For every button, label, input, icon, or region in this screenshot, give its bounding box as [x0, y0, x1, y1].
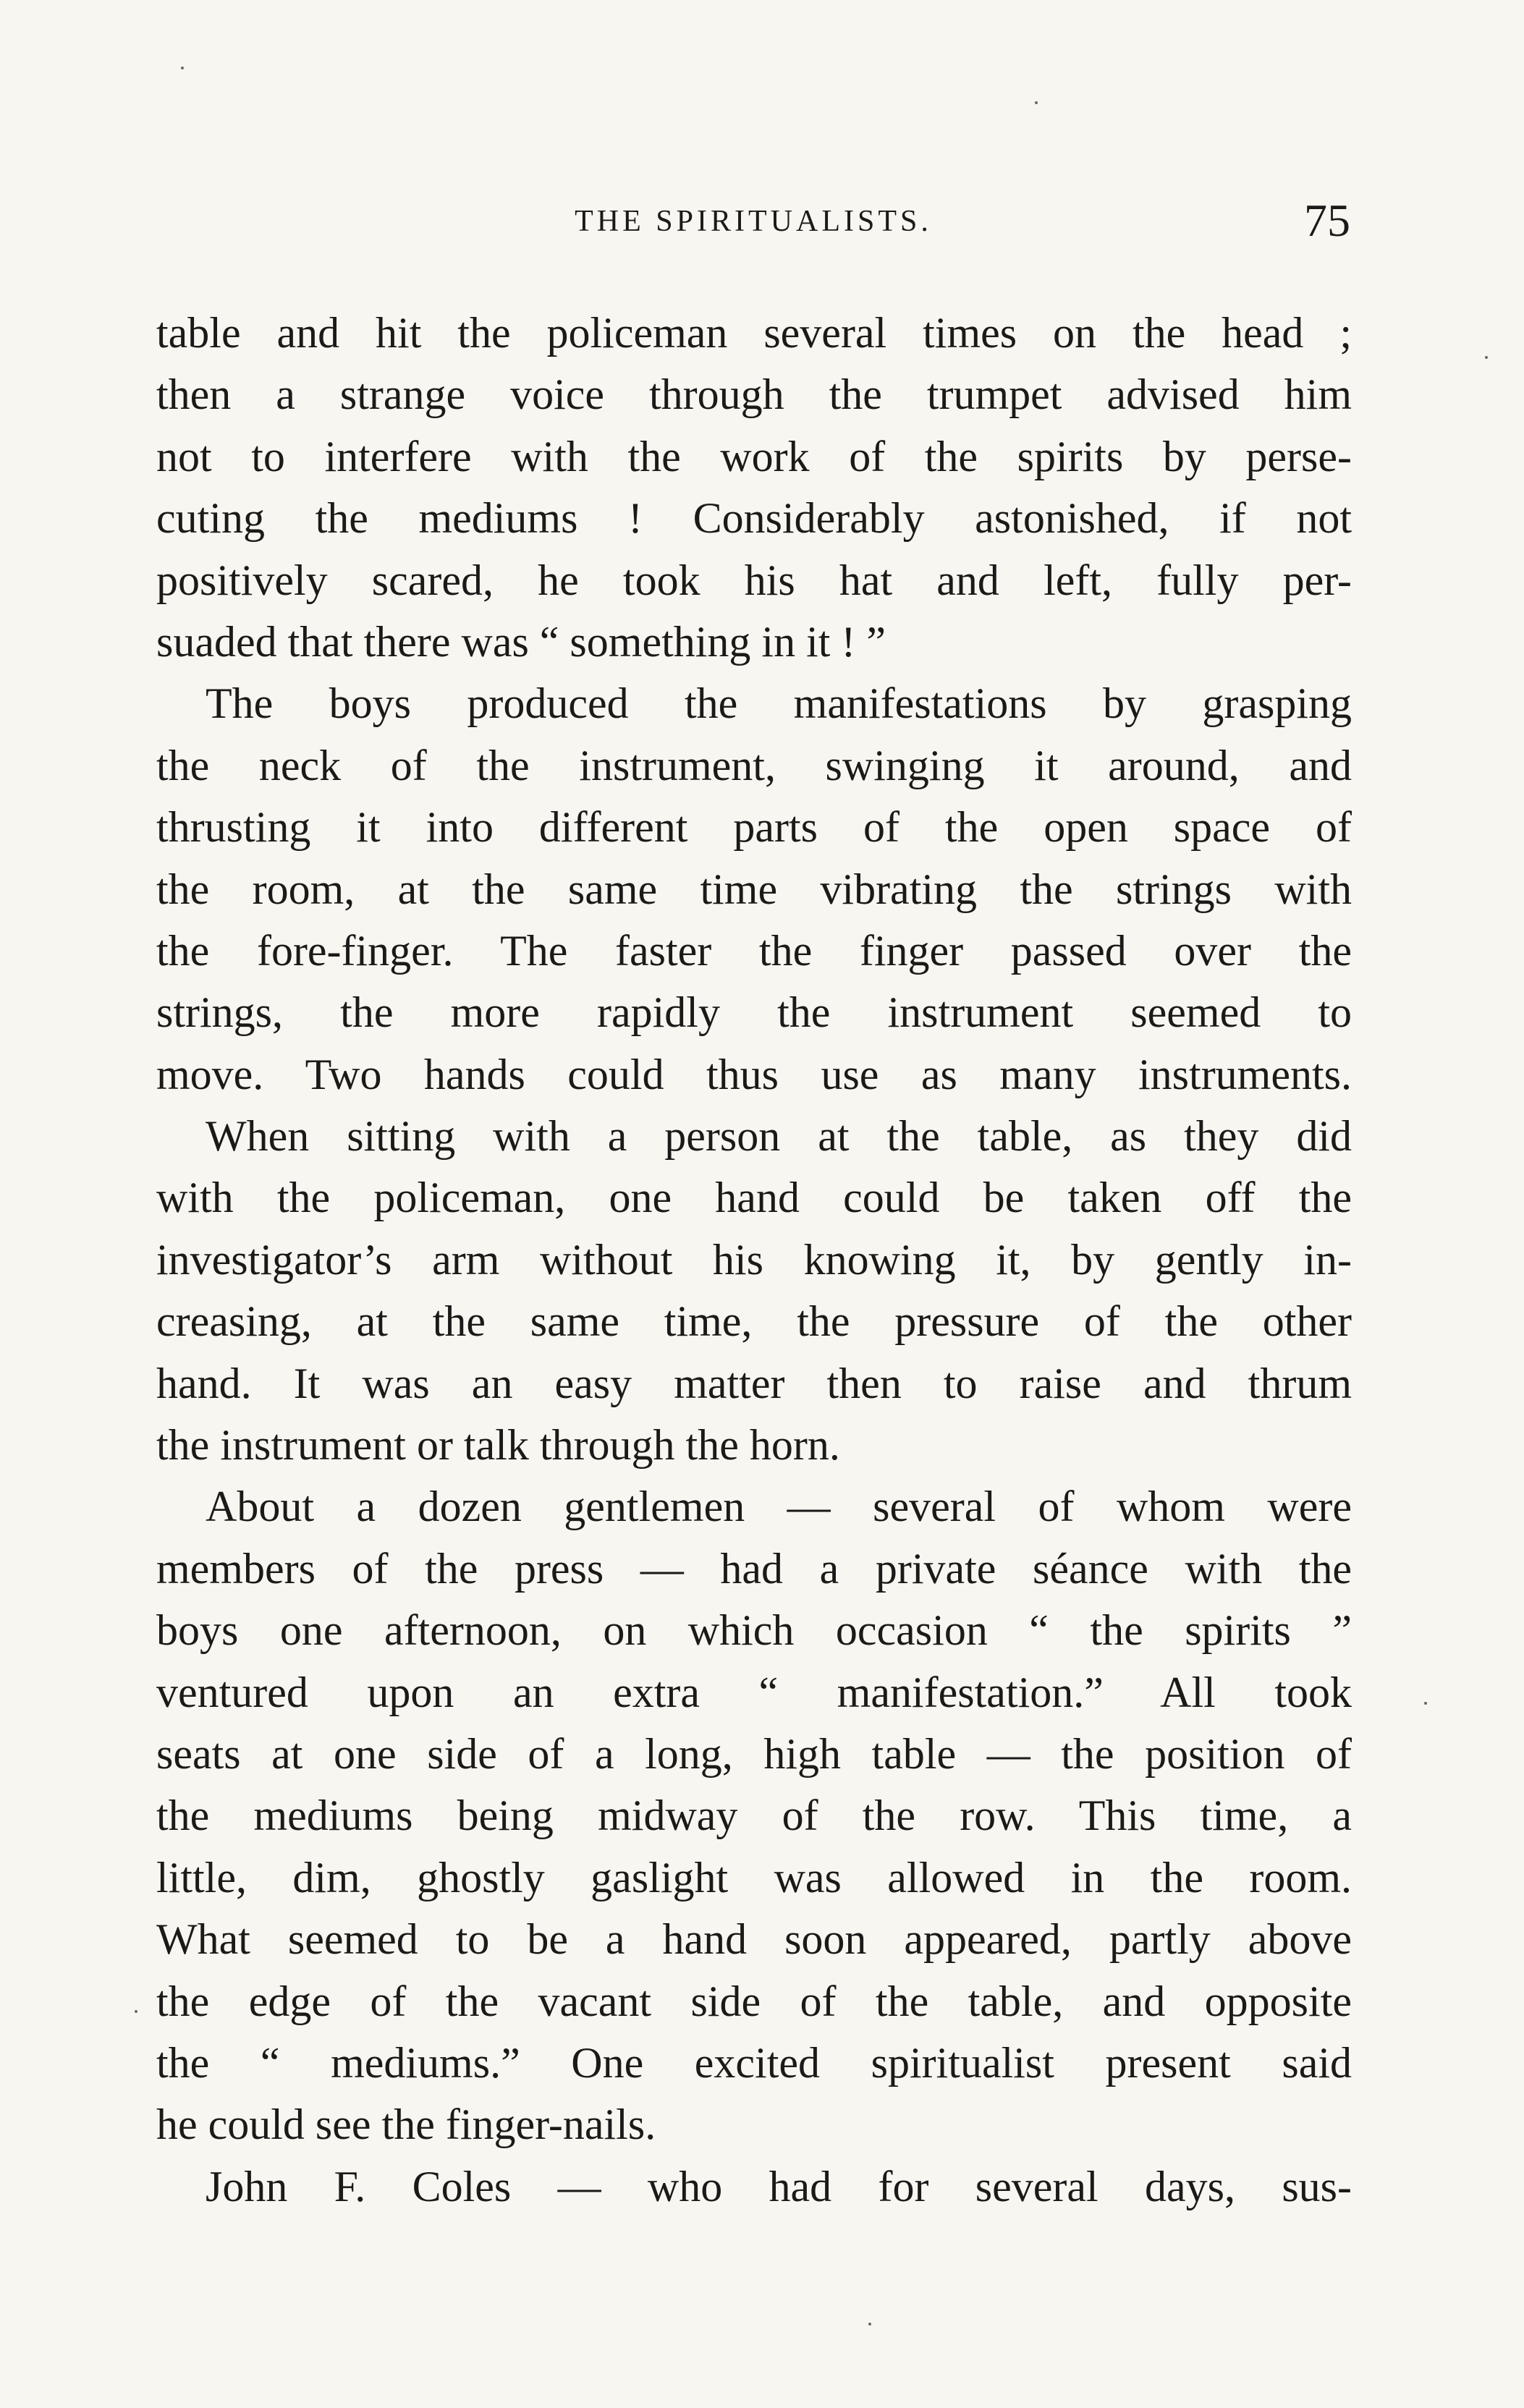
- paragraph-5: [156, 2156, 1352, 2218]
- scan-speck: [181, 67, 184, 69]
- page-number: 75: [1304, 195, 1350, 246]
- body-text: [156, 302, 1352, 2218]
- text-line: table and hit the policeman several times on the head ;: [156, 309, 1352, 357]
- text-line: with the policeman, one hand could be taken off the: [156, 1174, 1352, 1222]
- text-line: he could see the finger-nails.: [156, 2100, 656, 2149]
- text-line: investigator’s arm without his knowing it, by gently in-: [156, 1235, 1352, 1284]
- text-line: the fore-finger. The faster the finger passed over the: [156, 926, 1352, 975]
- text-line: seats at one side of a long, high table — the position of: [156, 1729, 1352, 1778]
- paragraph-1: [156, 302, 1352, 673]
- scan-speck: [1485, 356, 1488, 359]
- text-line: creasing, at the same time, the pressure of the other: [156, 1297, 1352, 1346]
- scan-speck: [1424, 1702, 1427, 1705]
- text-line: ventured upon an extra “ manifestation.” All took: [156, 1668, 1352, 1716]
- text-line: hand. It was an easy matter then to raise and thrum: [156, 1359, 1352, 1407]
- text-line: strings, the more rapidly the instrument seemed to: [156, 988, 1352, 1037]
- scan-speck: [1035, 101, 1038, 104]
- text-line: When sitting with a person at the table, as they did: [206, 1112, 1352, 1161]
- text-line: What seemed to be a hand soon appeared, partly above: [156, 1915, 1352, 1964]
- text-line: the instrument or talk through the horn.: [156, 1421, 840, 1470]
- paragraph-4: [156, 1476, 1352, 2155]
- text-line: cuting the mediums ! Considerably astonished, if not: [156, 494, 1352, 543]
- text-line: boys one afternoon, on which occasion “ the spirits ”: [156, 1606, 1352, 1655]
- text-line: About a dozen gentlemen — several of whom were: [206, 1483, 1352, 1531]
- text-line: move. Two hands could thus use as many instruments.: [156, 1050, 1352, 1098]
- scan-speck: [868, 2323, 871, 2326]
- text-line: the neck of the instrument, swinging it around, and: [156, 741, 1352, 789]
- running-title: THE SPIRITUALISTS.: [575, 205, 932, 238]
- text-line: John F. Coles — who had for several days, sus-: [206, 2162, 1352, 2210]
- scan-speck: [135, 2010, 137, 2013]
- text-line: the mediums being midway of the row. This time, a: [156, 1792, 1352, 1840]
- page-header: [156, 194, 1350, 255]
- text-line: suaded that there was “ something in it ! ”: [156, 617, 886, 666]
- text-line: little, dim, ghostly gaslight was allowed in the room.: [156, 1853, 1352, 1902]
- text-line: thrusting it into different parts of the open space of: [156, 803, 1352, 852]
- paragraph-2: [156, 673, 1352, 1106]
- text-line: then a strange voice through the trumpet advised him: [156, 370, 1352, 419]
- text-line: the room, at the same time vibrating the strings with: [156, 865, 1352, 913]
- text-line: The boys produced the manifestations by grasping: [206, 679, 1352, 728]
- paragraph-3: [156, 1106, 1352, 1476]
- text-line: members of the press — had a private séance with the: [156, 1544, 1352, 1593]
- text-line: not to interfere with the work of the spirits by perse-: [156, 432, 1352, 480]
- text-line: the edge of the vacant side of the table, and opposite: [156, 1977, 1352, 2025]
- text-line: positively scared, he took his hat and left, fully per-: [156, 556, 1352, 604]
- text-line: the “ mediums.” One excited spiritualist present said: [156, 2038, 1352, 2087]
